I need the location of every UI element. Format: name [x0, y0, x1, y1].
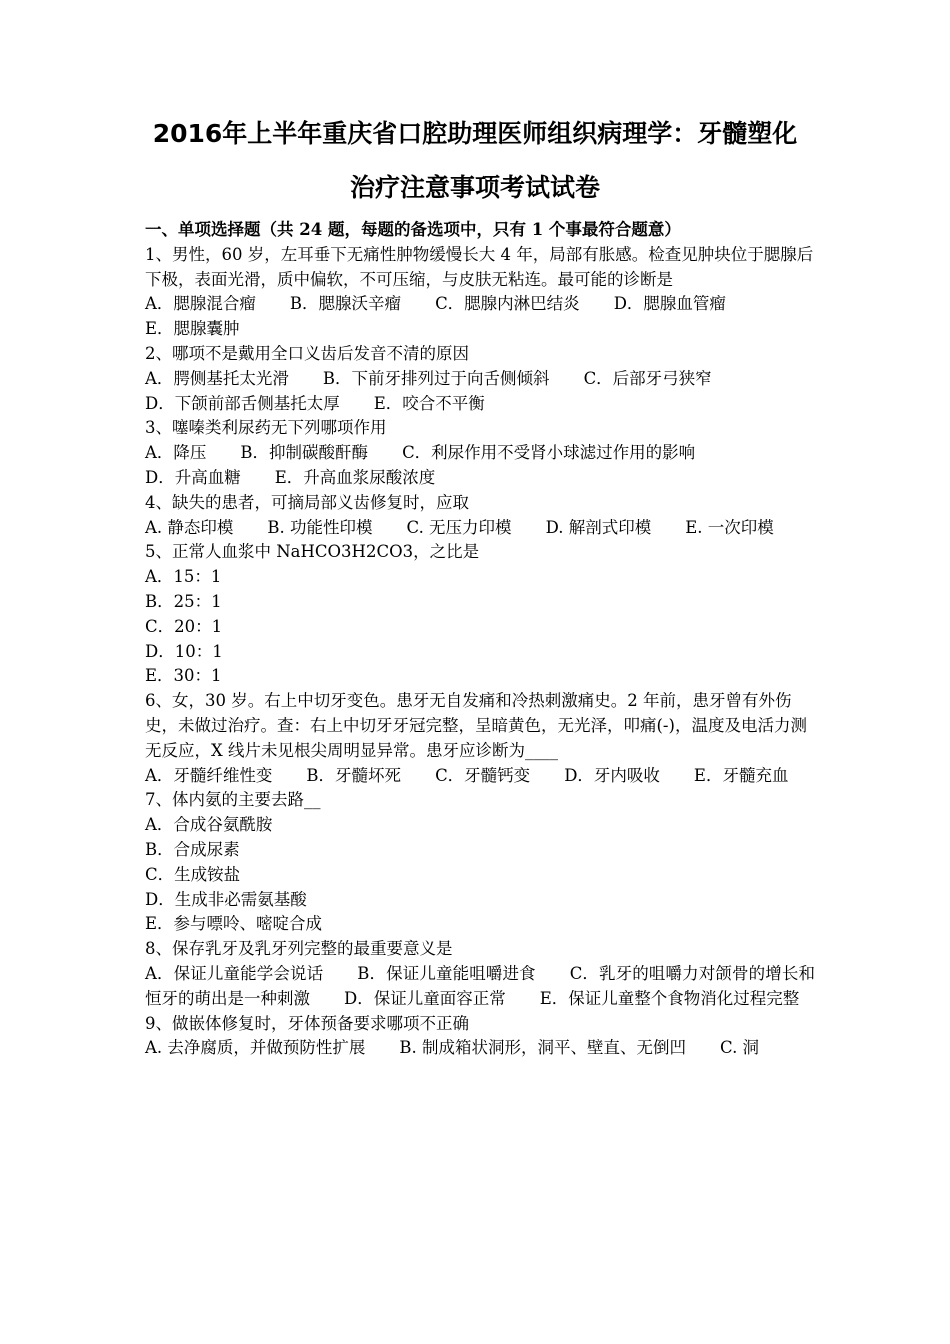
option-a: A. 去净腐质，并做预防性扩展: [145, 1038, 366, 1058]
question-stem: 8、保存乳牙及乳牙列完整的最重要意义是: [145, 939, 453, 959]
option-a: A．15：1: [145, 567, 222, 587]
question-options: [145, 441, 815, 491]
option-b: B．25：1: [145, 591, 222, 611]
option-c: C. 洞: [720, 1038, 760, 1058]
question-options: [145, 565, 815, 689]
option-a: A．牙髓纤维性变: [145, 765, 273, 785]
option-b: B．腮腺沃辛瘤: [289, 294, 402, 314]
question-9: [145, 1012, 815, 1062]
option-d: D．升高血糖: [145, 467, 241, 487]
question-stem: 9、做嵌体修复时，牙体预备要求哪项不正确: [145, 1013, 469, 1033]
option-e: E．牙髓充血: [693, 765, 789, 785]
question-options: [145, 962, 815, 1012]
option-c: C．利尿作用不受肾小球滤过作用的影响: [402, 443, 696, 463]
option-c: C．20：1: [145, 616, 223, 636]
option-e: E．保证儿童整个食物消化过程完整: [539, 988, 800, 1008]
option-d: D．10：1: [145, 641, 223, 661]
option-c: C．生成铵盐: [145, 864, 241, 884]
question-6: [145, 689, 815, 788]
option-b: B. 功能性印模: [267, 517, 373, 537]
option-b: B．下前牙排列过于向舌侧倾斜: [322, 368, 550, 388]
option-d: D．腮腺血管瘤: [613, 294, 726, 314]
question-stem: 3、噻嗪类利尿药无下列哪项作用: [145, 418, 387, 438]
option-d: D．保证儿童面容正常: [344, 988, 506, 1008]
question-stem: 6、女，30 岁。右上中切牙变色。患牙无自发痛和冷热刺激痛史。2 年前，患牙曾有外伤史，未做过治疗。查：右上中切牙牙冠完整，呈暗黄色，无光泽，叩痛(-)，温度及电活力测无反应，X 线片未见根尖周明显异常。患牙应诊断为____: [145, 691, 807, 760]
option-c: C．后部牙弓狭窄: [583, 368, 712, 388]
question-options: [145, 367, 815, 417]
question-4: [145, 491, 815, 541]
option-d: D．下颌前部舌侧基托太厚: [145, 393, 340, 413]
option-d: D. 解剖式印模: [545, 517, 652, 537]
option-a: A．保证儿童能学会说话: [145, 963, 324, 983]
option-e: E．升高血浆尿酸浓度: [274, 467, 436, 487]
option-b: B．牙髓坏死: [306, 765, 402, 785]
question-7: [145, 788, 815, 937]
question-2: [145, 342, 815, 416]
option-e: E. 一次印模: [685, 517, 774, 537]
question-stem: 5、正常人血浆中 NaHCO3H2CO3，之比是: [145, 542, 480, 562]
option-c: C．牙髓钙变: [435, 765, 531, 785]
section-heading: 一、单项选择题（共 24 题，每题的备选项中，只有 1 个事最符合题意）: [145, 220, 681, 239]
question-stem: 4、缺失的患者，可摘局部义齿修复时，应取: [145, 492, 469, 512]
option-a: A．降压: [145, 443, 207, 463]
question-3: [145, 416, 815, 490]
option-c: C．乳牙的咀嚼力对颌骨的增长和恒牙的萌出是一种刺激: [145, 963, 815, 1008]
option-d: D．牙内吸收: [564, 765, 660, 785]
option-e: E．参与嘌呤、嘧啶合成: [145, 914, 323, 934]
question-options: [145, 516, 815, 541]
option-b: B．保证儿童能咀嚼进食: [357, 963, 536, 983]
option-a: A．合成谷氨酰胺: [145, 815, 273, 835]
document-title-line-1: 2016年上半年重庆省口腔助理医师组织病理学：牙髓塑化: [152, 119, 798, 148]
option-e: E．腮腺囊肿: [145, 319, 240, 339]
question-options: [145, 764, 815, 789]
option-b: B. 制成箱状洞形，洞平、壁直、无倒凹: [399, 1038, 687, 1058]
option-b: B．抑制碳酸酐酶: [240, 443, 369, 463]
question-options: [145, 292, 815, 342]
question-options: [145, 1036, 815, 1061]
document-body: [145, 218, 815, 1061]
option-a: A. 静态印模: [145, 517, 234, 537]
question-stem: 2、哪项不是戴用全口义齿后发音不清的原因: [145, 343, 469, 363]
question-stem: 7、体内氨的主要去路__: [145, 790, 321, 810]
question-1: [145, 243, 815, 342]
option-c: C. 无压力印模: [406, 517, 512, 537]
question-options: [145, 813, 815, 937]
option-e: E．30：1: [145, 666, 222, 686]
option-d: D．生成非必需氨基酸: [145, 889, 307, 909]
option-b: B．合成尿素: [145, 839, 240, 859]
option-a: A．腮腺混合瘤: [145, 294, 256, 314]
question-stem: 1、男性，60 岁，左耳垂下无痛性肿物缓慢长大 4 年，局部有胀感。检查见肿块位于腮腺后下极，表面光滑，质中偏软，不可压缩，与皮肤无粘连。最可能的诊断是: [145, 244, 814, 289]
option-e: E．咬合不平衡: [373, 393, 485, 413]
option-a: A．腭侧基托太光滑: [145, 368, 289, 388]
question-5: [145, 540, 815, 689]
question-8: [145, 937, 815, 1011]
option-c: C．腮腺内淋巴结炎: [435, 294, 580, 314]
document-title-line-2: 治疗注意事项考试试卷: [349, 173, 600, 202]
